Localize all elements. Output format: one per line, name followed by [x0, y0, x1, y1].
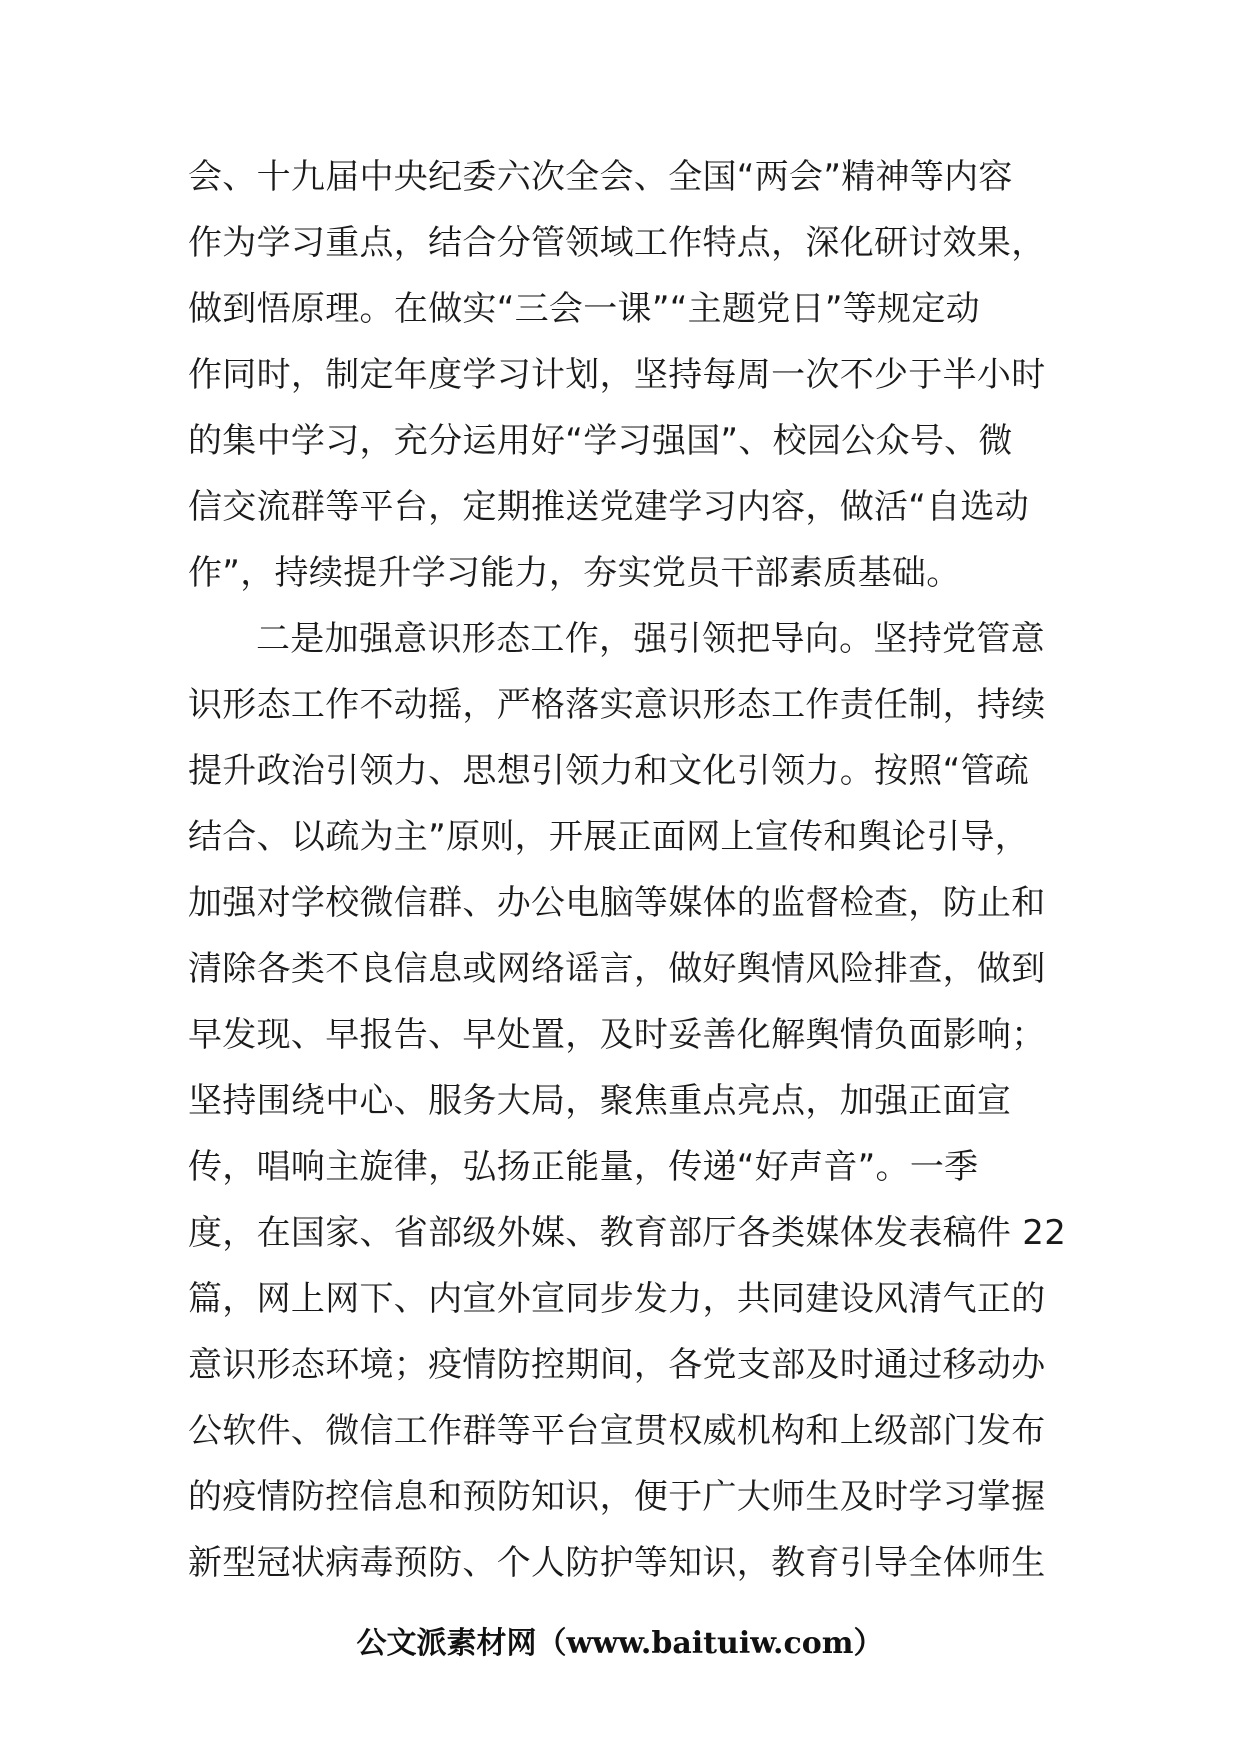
text-line: 早发现、早报告、早处置，及时妥善化解舆情负面影响；: [188, 1015, 1046, 1055]
text-line: 信交流群等平台，定期推送党建学习内容，做活“自选动: [188, 487, 1030, 527]
text-line: 加强对学校微信群、办公电脑等媒体的监督检查，防止和: [188, 883, 1046, 923]
text-line: 公软件、微信工作群等平台宣贯权威机构和上级部门发布: [188, 1411, 1046, 1451]
text-line: 会、十九届中央纪委六次全会、全国“两会”精神等内容: [188, 157, 1013, 197]
text-line: 提升政治引领力、思想引领力和文化引领力。按照“管疏: [188, 751, 1030, 791]
text-line: 识形态工作不动摇，严格落实意识形态工作责任制，持续: [188, 685, 1046, 725]
text-line: 篇，网上网下、内宣外宣同步发力，共同建设风清气正的: [188, 1279, 1046, 1319]
text-line: 清除各类不良信息或网络谣言，做好舆情风险排查，做到: [188, 949, 1046, 989]
text-line: 意识形态环境；疫情防控期间，各党支部及时通过移动办: [188, 1345, 1046, 1385]
text-line: 作同时，制定年度学习计划，坚持每周一次不少于半小时: [188, 355, 1046, 395]
footer-watermark: 公文派素材网（www.baituiw.com）: [356, 1626, 884, 1661]
text-line: 的集中学习，充分运用好“学习强国”、校园公众号、微: [188, 421, 1013, 461]
text-line: 坚持围绕中心、服务大局，聚焦重点亮点，加强正面宣: [188, 1081, 1012, 1121]
text-line: 作为学习重点，结合分管领域工作特点，深化研讨效果，: [188, 223, 1046, 263]
text-line: 做到悟原理。在做实“三会一课”“主题党日”等规定动: [188, 289, 980, 329]
text-line: 作”，持续提升学习能力，夯实党员干部素质基础。: [188, 553, 961, 593]
text-line: 度，在国家、省部级外媒、教育部厅各类媒体发表稿件 22: [188, 1213, 1067, 1253]
paragraph-start-line: 二是加强意识形态工作，强引领把导向。坚持党管意: [256, 619, 1045, 659]
text-line: 新型冠状病毒预防、个人防护等知识，教育引导全体师生: [188, 1543, 1046, 1583]
text-line: 传，唱响主旋律，弘扬正能量，传递“好声音”。一季: [188, 1147, 979, 1187]
text-line: 的疫情防控信息和预防知识，便于广大师生及时学习掌握: [188, 1477, 1046, 1517]
text-line: 结合、以疏为主”原则，开展正面网上宣传和舆论引导，: [188, 817, 1030, 857]
